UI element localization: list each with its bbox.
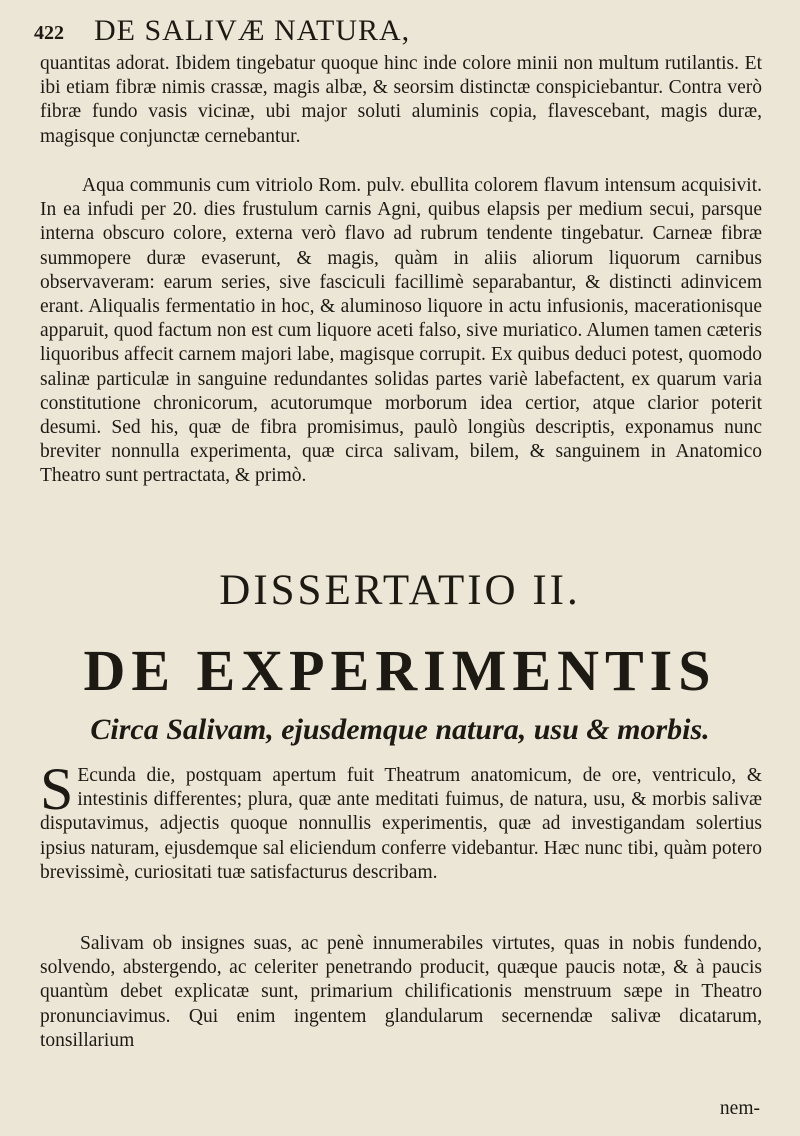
running-title: DE SALIVÆ NATURA, — [94, 14, 411, 47]
paragraph-text: quantitas adorat. Ibidem tingebatur quoque hinc inde colore minii non multum rutilantis. Et ibi etiam fibræ nimis crassæ, magis albæ, & seorsim distinctæ conspiciebantur. Contra verò fibræ fundo vasis vicinæ, ubi major soluti aluminis copia, flavescebant, magis duræ, magisque conjunctæ cernebantur. — [40, 53, 762, 147]
paragraph-aqua-communis — [40, 174, 762, 489]
paragraph-secunda-die — [40, 756, 762, 885]
paragraph-continued — [40, 52, 762, 149]
paragraph-text: Ecunda die, postquam apertum fuit Theatrum anatomicum, de ore, ventriculo, & intestinis differentes; plura, quæ ante meditati fuimus, de natura, usu, & morbis salivæ disputavimus, adjectis quoque nonnullis experimentis, quæ ad investigandam solertius ipsius naturam, ejusdemque sal eliciendum conferre videbantur. Hæc nunc tibi, quàm potero brevissimè, curiositati tuæ satisfacturus describam. — [40, 765, 762, 883]
dissertation-number: DISSERTATIO II. — [219, 567, 581, 614]
dissertation-subtitle: Circa Salivam, ejusdemque natura, usu & morbis. — [90, 713, 710, 746]
dissertation-title: DE EXPERIMENTIS — [83, 638, 717, 703]
catchword: nem- — [719, 1098, 760, 1119]
paragraph-salivam — [40, 932, 762, 1053]
drop-cap-initial: S — [40, 756, 74, 822]
paragraph-text: Aqua communis cum vitriolo Rom. pulv. ebullita colorem flavum intensum acquisivit. In ea infudi per 20. dies frustulum carnis Agni, quibus elapsis per medium secui, parsque interna obscuro colore, externa verò flavo ad rubrum tendente tingebatur. Carneæ fibræ summopere duræ evaserunt, & magis, quàm in aliis aliorum liquorum carnibus observaveram: earum series, sive fasciculi facillimè separabantur, & distincti adinvicem erant. Aliqualis fermentatio in hoc, & aluminoso liquore in actu infusionis, macerationisque apparuit, quod factum non est cum liquore aceti falso, sive muriatico. Alumen tamen cæteris liquoribus affecit carnem majori labe, magisque corrupit. Ex quibus deduci potest, quomodo salinæ particulæ in sanguine redundantes solidas partes variè labefactent, ex quarum varia constitutione chronicorum, acutorumque morborum idea certior, atque clarior poterit desumi. Sed his, quæ de fibra promisimus, paulò longiùs descriptis, exponamus nunc breviter nonnulla experimenta, quæ circa salivam, bilem, & sanguinem in Anatomico Theatro sunt pertractata, & primò. — [40, 175, 762, 487]
paragraph-text: Salivam ob insignes suas, ac penè innumerabiles virtutes, quas in nobis fundendo, solvendo, abstergendo, ac celeriter penetrando producit, quæque paucis notæ, & à paucis quantùm debet explicatæ sunt, primarium chilificationis menstruum sæpe in Theatro pronunciavimus. Qui enim ingentem glandularum secernendæ salivæ dicatarum, tonsillarium — [40, 933, 762, 1051]
page-header — [34, 14, 754, 46]
page-number: 422 — [34, 22, 64, 44]
